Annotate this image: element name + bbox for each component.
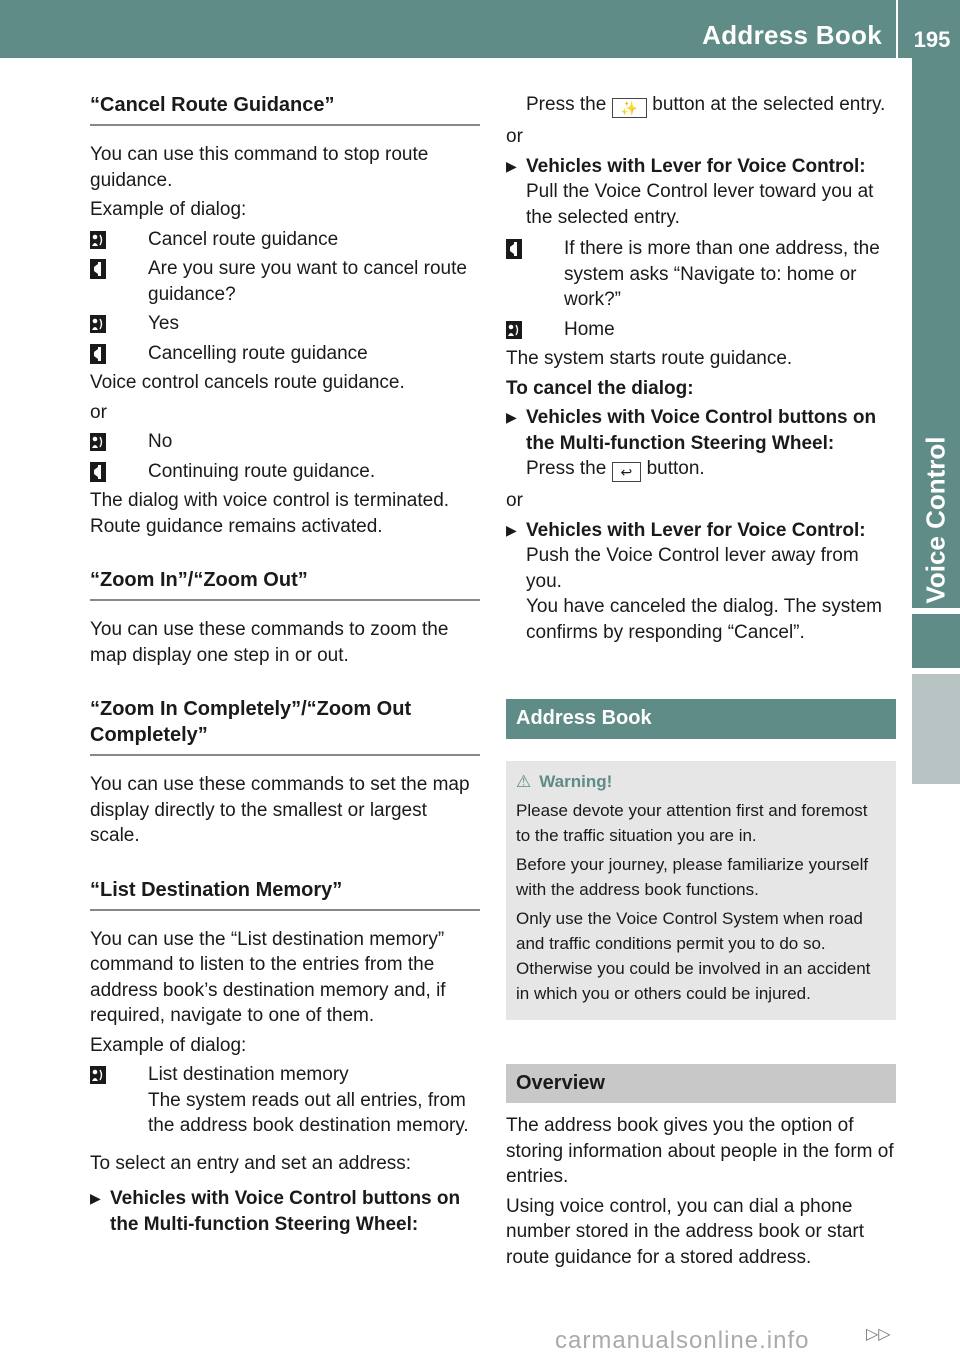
step: Press the ✨ button at the selected entry. [526, 94, 886, 116]
step: ▶ Vehicles with Voice Control buttons on the Multi-function Steering Wheel: Press the ↩ button. [506, 407, 877, 480]
paragraph: You can use these commands to set the map display directly to the smallest or largest scale. [90, 774, 470, 846]
paragraph: or [506, 126, 523, 147]
paragraph: Using voice control, you can dial a phone number stored in the address book or start route guidance for a stored address. [506, 1195, 865, 1268]
right-column [506, 92, 896, 1274]
dialog-line: Yes [90, 311, 480, 337]
dialog-line: Cancelling route guidance [90, 341, 480, 367]
system-speaks-icon [90, 259, 106, 279]
paragraph: To cancel the dialog: [506, 377, 694, 399]
chapter-title: Address Book [702, 20, 882, 50]
heading-zoom: “Zoom In”/“Zoom Out” [90, 567, 480, 601]
paragraph: The address book gives you the option of storing information about people in the form of entries. [506, 1115, 894, 1187]
user-speaks-icon [90, 433, 106, 451]
left-column [90, 92, 480, 1243]
sidebar-tab-gray [912, 674, 960, 784]
dialog-line: Cancel route guidance [90, 227, 480, 253]
continued-arrow: ▷▷ [866, 1326, 891, 1343]
user-speaks-icon [90, 315, 106, 333]
dialog-line: List destination memory The system reads out all entries, from the address book destination memory. [90, 1062, 480, 1139]
paragraph: or [506, 490, 523, 511]
dialog-line: Home [506, 317, 896, 343]
back-button-icon: ↩ [612, 462, 642, 482]
dialog-line: Continuing route guidance. [90, 459, 480, 485]
sidebar-tab [912, 614, 960, 668]
warning-triangle-icon: ⚠ [516, 771, 532, 791]
paragraph: You can use these commands to zoom the map display one step in or out. [90, 619, 449, 666]
system-speaks-icon [90, 344, 106, 364]
header-separator [896, 0, 898, 58]
section-label: Voice Control [920, 436, 951, 604]
step-arrow-icon: ▶ [506, 521, 517, 538]
user-speaks-icon [506, 321, 522, 339]
paragraph: Voice control cancels route guidance. [90, 372, 405, 393]
system-speaks-icon [90, 462, 106, 482]
system-speaks-icon [506, 239, 522, 259]
heading-cancel-route: “Cancel Route Guidance” [90, 92, 480, 126]
heading-list-destination: “List Destination Memory” [90, 877, 480, 911]
voice-button-icon: ✨ [612, 98, 647, 118]
dialog-line: Are you sure you want to cancel route guidance? [90, 256, 480, 307]
paragraph: You can use the “List destination memory” command to listen to the entries from the address book’s destination memory and, if required, navigate to one of them. [90, 928, 446, 1026]
step-arrow-icon: ▶ [506, 409, 517, 425]
paragraph: Example of dialog: [90, 1034, 247, 1056]
step-arrow-icon: ▶ [506, 157, 517, 174]
paragraph: or [90, 401, 107, 423]
step: ▶ Vehicles with Lever for Voice Control: Push the Voice Control lever away from you. You have canceled the dialog. The system confirms by responding “Cancel”. [506, 518, 896, 646]
heading-zoom-complete: “Zoom In Completely”/“Zoom Out Completely” [90, 696, 480, 756]
watermark: carmanualsonline.info [555, 1327, 810, 1354]
user-speaks-icon [90, 1066, 106, 1084]
warning-box: ⚠ Warning! Please devote your attention first and foremost to the traffic situation you are in. Before your journey, please familiarize yourself with the address book functions. Only use the Voice Control System when road and traffic conditions permit you to do so. Otherwise you could be involved in an accident in which you or others could be injured. [506, 761, 896, 1020]
paragraph: To select an entry and set an address: [90, 1152, 412, 1174]
section-band-overview: Overview [506, 1064, 896, 1104]
paragraph: You can use this command to stop route guidance. [90, 144, 429, 191]
dialog-line: If there is more than one address, the system asks “Navigate to: home or work?” [506, 236, 896, 313]
dialog-line: No [90, 429, 480, 455]
section-band-address-book: Address Book [506, 699, 896, 739]
paragraph: The dialog with voice control is terminated. Route guidance remains activated. [90, 490, 450, 537]
paragraph: Example of dialog: [90, 199, 247, 220]
page-number: 195 [913, 27, 951, 52]
user-speaks-icon [90, 231, 106, 249]
step: ▶ Vehicles with Lever for Voice Control: Pull the Voice Control lever toward you at the selected entry. [506, 154, 896, 231]
step: ▶ Vehicles with Voice Control buttons on the Multi-function Steering Wheel: [90, 1186, 480, 1237]
step-arrow-icon: ▶ [90, 1190, 101, 1206]
paragraph: The system starts route guidance. [506, 348, 793, 369]
